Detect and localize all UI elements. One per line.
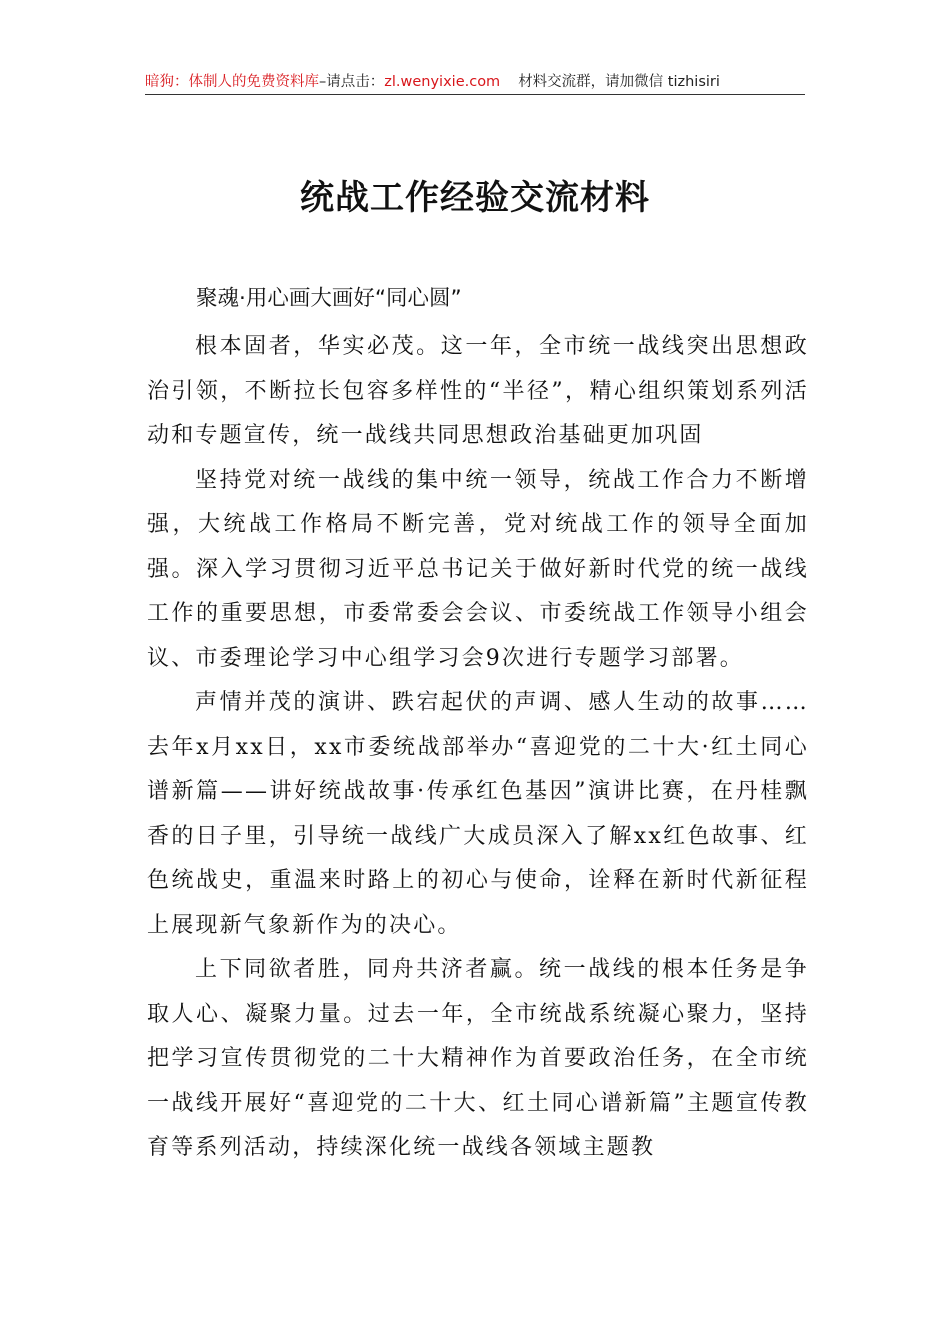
header-url-link[interactable]: zl.wenyixie.com [384,74,501,90]
header-click-prefix: –请点击： [319,74,385,90]
body-paragraph: 上下同欲者胜，同舟共济者赢。统一战线的根本任务是争取人心、凝聚力量。过去一年，全市统战系统凝心聚力，坚持把学习宣传贯彻党的二十大精神作为首要政治任务，在全市统一战线开展好“喜迎党的二十大、红土同心谱新篇”主题宣传教育等系列活动，持续深化统一战线各领域主题教 [147,957,809,1160]
section-heading: 聚魂·用心画大画好“同心圆” [196,286,462,311]
document-body [147,325,809,1171]
header-brand: 暗狗：体制人的免费资料库 [145,74,319,90]
page-header [145,72,805,95]
header-group-text: 材料交流群，请加微信 tizhisiri [518,74,720,90]
body-paragraph: 根本固者，华实必茂。这一年，全市统一战线突出思想政治引领，不断拉长包容多样性的“半径”，精心组织策划系列活动和专题宣传，统一战线共同思想政治基础更加巩固 [147,334,809,448]
document-title: 统战工作经验交流材料 [300,178,650,218]
body-paragraph: 坚持党对统一战线的集中统一领导，统战工作合力不断增强，大统战工作格局不断完善，党对统战工作的领导全面加强。深入学习贯彻习近平总书记关于做好新时代党的统一战线工作的重要思想，市委常委会会议、市委统战工作领导小组会议、市委理论学习中心组学习会9次进行专题学习部署。 [147,467,809,671]
body-paragraph: 声情并茂的演讲、跌宕起伏的声调、感人生动的故事……去年x月xx日，xx市委统战部举办“喜迎党的二十大·红土同心谱新篇——讲好统战故事·传承红色基因”演讲比赛，在丹桂飘香的日子里，引导统一战线广大成员深入了解xx红色故事、红色统战史，重温来时路上的初心与使命，诠释在新时代新征程上展现新气象新作为的决心。 [147,690,809,938]
